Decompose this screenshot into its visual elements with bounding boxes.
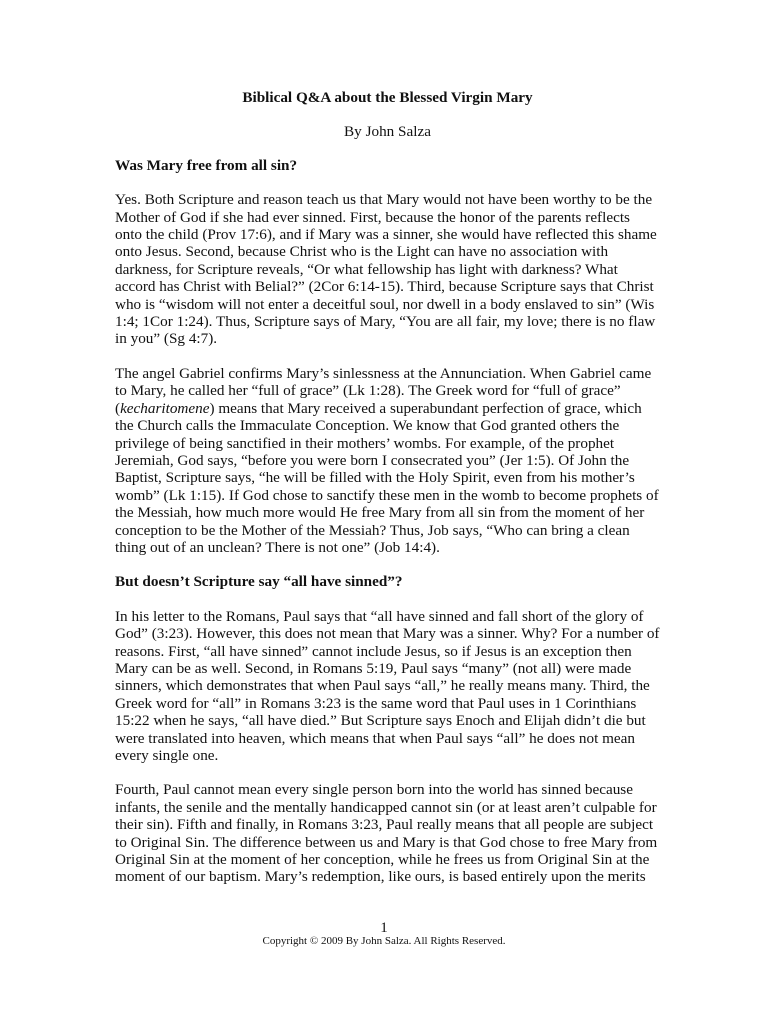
question-heading-2: But doesn’t Scripture say “all have sinned”? bbox=[115, 573, 403, 591]
paragraph-3: In his letter to the Romans, Paul says that “all have sinned and fall short of the glory of God” (3:23). However, this does not mean that Mary was a sinner. Why? For a number of reasons. First, “all have sinned” cannot include Jesus, so if Jesus is an exception then Mary can be as well. Second, in Romans 5:19, Paul says “many” (not all) were made sinners, which demonstrates that when Paul says “all,” he really means many. Third, the Greek word for “all” in Romans 3:23 is the same word that Paul uses in 1 Corinthians 15:22 when he says, “all have died.” But Scripture says Enoch and Elijah didn’t die but were translated into heaven, which means that when Paul says “all” he does not mean every single one. bbox=[115, 607, 660, 764]
document-body bbox=[115, 89, 660, 903]
copyright-notice: Copyright © 2009 By John Salza. All Rights Reserved. bbox=[262, 935, 506, 947]
paragraph-4: Fourth, Paul cannot mean every single person born into the world has sinned because infants, the senile and the mentally handicapped cannot sin (or at least aren’t culpable for their sin). Fifth and finally, in Romans 3:23, Paul really means that all people are subject to Original Sin. The difference between us and Mary is that God chose to free Mary from Original Sin at the moment of her conception, while he frees us from Original Sin at the moment of our baptism. Mary’s redemption, like ours, is based entirely upon the merits bbox=[115, 781, 658, 886]
document-author: By John Salza bbox=[344, 123, 431, 141]
question-heading-1: Was Mary free from all sin? bbox=[115, 156, 298, 174]
page-number: 1 bbox=[380, 920, 388, 936]
paragraph-1: Yes. Both Scripture and reason teach us that Mary would not have been worthy to be the Mother of God if she had ever sinned. First, because the honor of the parents reflects onto the child (Prov 17:6), and if Mary was a sinner, she would have reflected this shame onto Jesus. Second, because Christ who is the Light can have no association with darkness, for Scripture reveals, “Or what fellowship has light with darkness? What accord has Christ with Belial?” (2Cor 6:14-15). Third, because Scripture says that Christ who is “wisdom will not enter a deceitful soul, nor dwell in a body enslaved to sin” (Wis 1:4; 1Cor 1:24). Thus, Scripture says of Mary, “You are all fair, my love; there is no flaw in you” (Sg 4:7). bbox=[115, 191, 657, 348]
document-title: Biblical Q&A about the Blessed Virgin Mary bbox=[242, 89, 533, 106]
paragraph-2 bbox=[115, 365, 660, 556]
paragraph-2-part-2: ) means that Mary received a superabundant perfection of grace, which the Church calls the Immaculate Conception. We know that God granted others the privilege of being sanctified in their mothers’ wombs. For example, of the prophet Jeremiah, God says, “before you were born I consecrated you” (Jer 1:5). Of John the Baptist, Scripture says, “he will be filled with the Holy Spirit, even from his mother’s womb” (Lk 1:15). If God chose to sanctify these men in the womb to become prophets of the Messiah, how much more would He free Mary from all sin from the moment of her conception to be the Mother of the Messiah? Thus, Job says, “Who can bring a clean thing out of an unclean? There is not one” (Job 14:4). bbox=[115, 399, 659, 556]
greek-word-italic: kecharitomene bbox=[120, 399, 210, 417]
paragraph-2-part-1: The angel Gabriel confirms Mary’s sinlessness at the Annunciation. When Gabriel came to Mary, he called her “full of grace” (Lk 1:28). The Greek word for “full of grace” ( bbox=[115, 364, 652, 417]
